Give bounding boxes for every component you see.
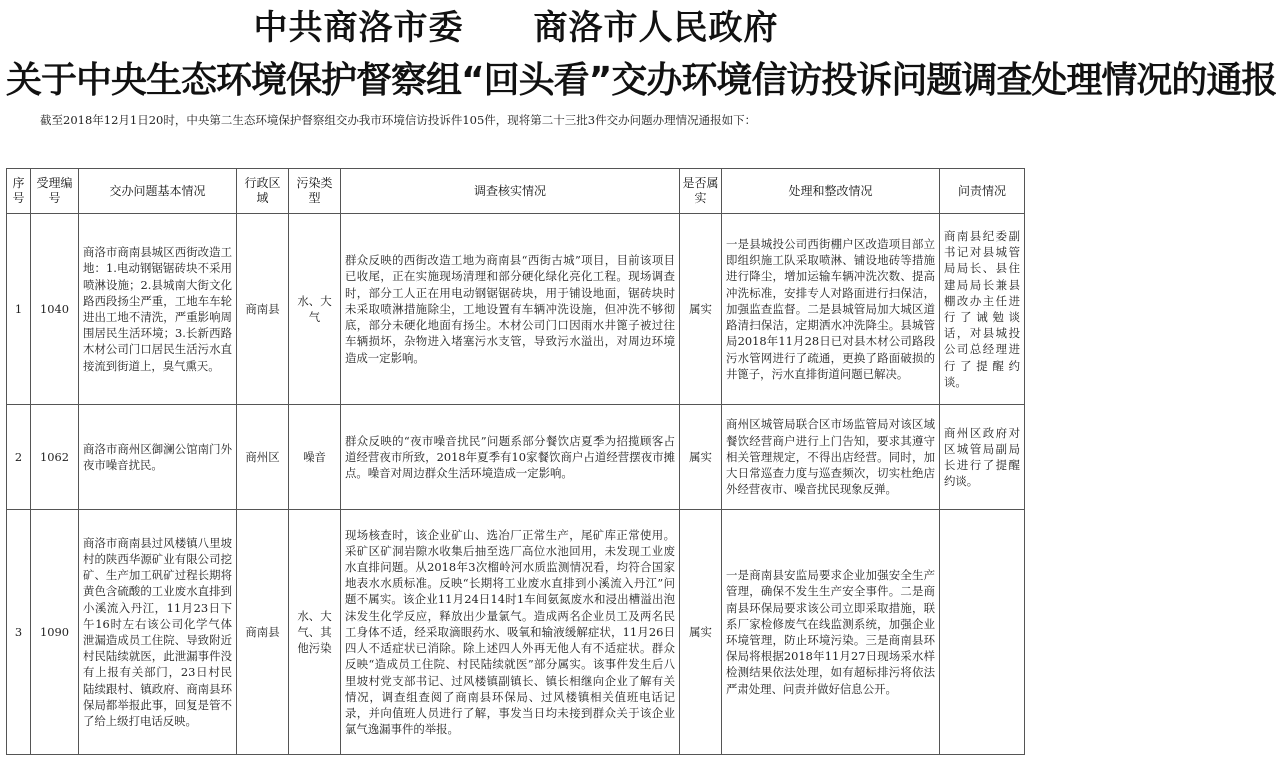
cell-verified: 属实 [680,405,722,510]
column-header-pollution: 污染类型 [289,169,341,214]
cell-handling: 一是商南县安监局要求企业加强安全生产管理，确保不发生生产安全事件。二是商南县环保局要求该公司立即采取措施，联系厂家检修废气在线监测系统，加强企业环境管理，防止环境污染。三是商南县环保局将根据2018年11月27日现场采水样检测结果依法处理，如有超标排污将依法严肃处理、问责并做好信息公开。 [722,510,940,755]
cell-pollution: 噪音 [289,405,341,510]
table-row [7,214,1025,405]
cell-region: 商南县 [237,214,289,405]
cell-seq: 2 [7,405,31,510]
cell-verified: 属实 [680,510,722,755]
cell-verified: 属实 [680,214,722,405]
cell-handling: 一是县城投公司西街棚户区改造项目部立即组织施工队采取喷淋、铺设地砖等措施进行降尘，增加运输车辆冲洗次数、提高冲洗标准，安排专人对路面进行扫保洁，加强监查监督。二是县城管局加大城区道路清扫保洁，定期洒水冲洗降尘。县城管局2018年11月28日已对县木材公司路段污水管网进行了疏通，更换了路面破损的井篦子，污水直排街道问题已解决。 [722,214,940,405]
table-row [7,510,1025,755]
cell-investigation: 群众反映的西街改造工地为商南县“西街古城”项目，目前该项目已收尾，正在实施现场清理和部分硬化绿化亮化工程。现场调查时，部分工人正在用电动钢锯锯砖块，用于铺设地面，锯砖块时未采取喷淋措施除尘，工地设置有车辆冲洗设施，但冲洗不够彻底，部分未硬化地面有扬尘。木材公司门口因雨水井篦子被过往车辆损坏，杂物进入堵塞污水支管，导致污水溢出，对周边环境造成一定影响。 [341,214,680,405]
cell-accountability [940,510,1025,755]
cell-number: 1040 [31,214,79,405]
column-header-verified: 是否属实 [680,169,722,214]
page-title-subject: 关于中央生态环境保护督察组“回头看”交办环境信访投诉问题调查处理情况的通报 [6,60,1276,101]
cell-pollution: 水、大气 [289,214,341,405]
column-header-number: 受理编号 [31,169,79,214]
column-header-investigation: 调查核实情况 [341,169,680,214]
column-header-seq: 序号 [7,169,31,214]
cell-seq: 1 [7,214,31,405]
column-header-handling: 处理和整改情况 [722,169,940,214]
cell-pollution: 水、大气、其他污染 [289,510,341,755]
cell-issue: 商洛市商南县过风楼镇八里坡村的陕西华源矿业有限公司挖矿、生产加工矾矿过程长期将黄色含硫酸的工业废水直排到小溪流入丹江，11月23日下午16时左右该公司化学气体泄漏造成员工住院、导致附近村民陆续就医，此泄漏事件没有上报有关部门，23日村民陆续跟村、镇政府、商南县环保局都举报此事，回复是管不了给上级打电话反映。 [79,510,237,755]
cell-accountability: 商州区政府对区城管局副局长进行了提醒约谈。 [940,405,1025,510]
column-header-accountability: 问责情况 [940,169,1025,214]
cell-investigation: 现场核查时，该企业矿山、选冶厂正常生产，尾矿库正常使用。采矿区矿洞岩隙水收集后抽至选厂高位水池回用，未发现工业废水直排问题。从2018年3次榴岭河水质监测情况看，均符合国家地表水水质标准。反映“长期将工业废水直排到小溪流入丹江”问题不属实。该企业11月24日14时1车间氨氮废水和浸出槽溢出泡沫发生化学反应，释放出少量氯气。造成两名企业员工及两名民工身体不适，经采取滴眼药水、吸氧和输液缓解症状，11月26日四人不适症状已消除。除上述四人外再无他人有不适症状。群众反映“造成员工住院、村民陆续就医”部分属实。该事件发生后八里坡村党支部书记、过风楼镇副镇长、镇长相继向企业了解有关情况，调查组查阅了商南县环保局、过风楼镇相关值班电话记录，并向值班人员进行了解，事发当日均未接到群众关于该企业氯气逸漏事件的举报。 [341,510,680,755]
table-header-row [7,169,1025,214]
cell-investigation: 群众反映的“夜市噪音扰民”问题系部分餐饮店夏季为招揽顾客占道经营夜市所致，2018年夏季有10家餐饮商户占道经营摆夜市摊点。噪音对周边群众生活环境造成一定影响。 [341,405,680,510]
cell-region: 商州区 [237,405,289,510]
cell-seq: 3 [7,510,31,755]
cell-region: 商南县 [237,510,289,755]
report-page [0,6,1276,763]
column-header-issue: 交办问题基本情况 [79,169,237,214]
cell-accountability: 商南县纪委副书记对县城管局局长、县住建局局长兼县棚改办主任进行了诫勉谈话，对县城投公司总经理进行了提醒约谈。 [940,214,1025,405]
cell-number: 1090 [31,510,79,755]
cell-number: 1062 [31,405,79,510]
table-row [7,405,1025,510]
cell-handling: 商州区城管局联合区市场监管局对该区域餐饮经营商户进行上门告知，要求其遵守相关管理规定，不得出店经营。同时，加大日常巡查力度与巡查频次，切实杜绝店外经营夜市、噪音扰民现象反弹。 [722,405,940,510]
page-title-issuers: 中共商洛市委 商洛市人民政府 [253,8,779,48]
cell-issue: 商洛市商南县城区西街改造工地：1.电动钢锯锯砖块不采用喷淋设施；2.县城南大街文化路西段扬尘严重，工地车车轮进出工地不清洗，严重影响周围居民生活环境；3.长新西路木材公司门口居民生活污水直接流到街道上，臭气熏天。 [79,214,237,405]
intro-paragraph: 截至2018年12月1日20时，中央第二生态环境保护督察组交办我市环境信访投诉件105件，现将第二十三批3件交办问题办理情况通报如下： [40,113,757,127]
column-header-region: 行政区域 [237,169,289,214]
cell-issue: 商洛市商州区御澜公馆南门外夜市噪音扰民。 [79,405,237,510]
complaints-table [6,168,1025,755]
